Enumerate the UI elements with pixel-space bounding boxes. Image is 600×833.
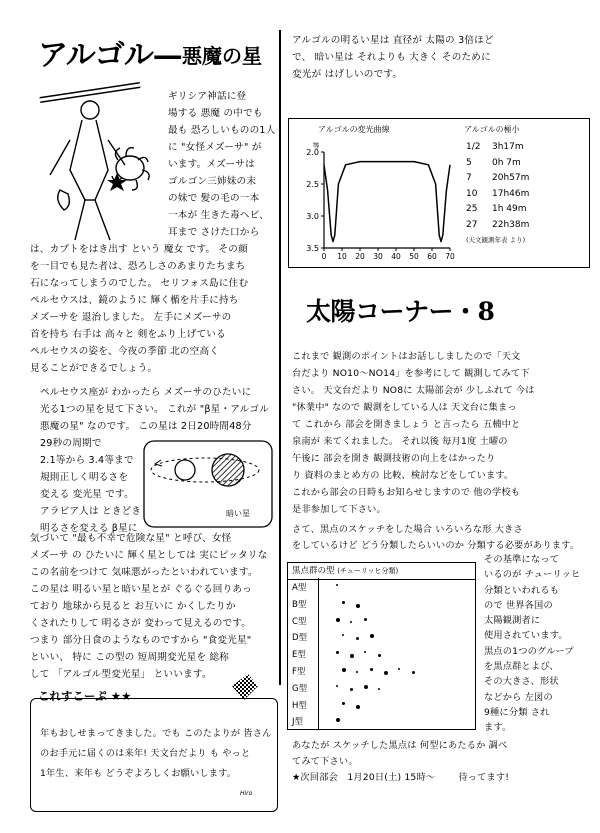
text-line: 台だより NO10〜NO14」を参考にして 観測してみて下 (292, 368, 530, 379)
text-line: 1年生、来年も どうぞよろしくお願いします。 (40, 768, 237, 779)
table-title: 黒点群の型 (292, 566, 335, 576)
text-line: をしているけど どう分類したらいいのか 分類する必要があります。 (292, 540, 580, 551)
text-line: 光る1つの星を見て下さい。 これが "β星・アルゴル (40, 404, 270, 415)
next-meeting: ★次回部会 1月20日(土) 15時〜 (292, 772, 436, 783)
sunspot-type-label: H型 (292, 700, 307, 711)
text-line: 黒点の1つのグループ (484, 645, 574, 657)
text-line: この星は 明るい星と暗い星とが ぐるぐる回りあっ (30, 584, 252, 595)
sunspot-mark (378, 654, 381, 657)
sunspot-type-row (288, 628, 475, 645)
sunspot-mark (342, 601, 345, 604)
x-tick-label: 40 (391, 252, 401, 261)
minima-date: 10 (466, 188, 478, 199)
x-tick-label: 70 (445, 252, 455, 261)
text-line: ペルセウスの姿を、今夜の季節 北の空高く (30, 346, 220, 357)
column-body (40, 724, 272, 784)
sunspot-mark (342, 634, 344, 636)
table-subtitle: (チューリッヒ分類) (337, 567, 399, 575)
text-line: 明るさを変える β星に (40, 523, 138, 534)
sunspot-mark (364, 685, 368, 689)
sunspot-mark (356, 637, 359, 640)
text-line: います。メズーサは (168, 159, 255, 170)
sunspot-mark (336, 718, 340, 722)
text-line: さて、黒点のスケッチをした場合 いろいろな形 大きさ (292, 524, 523, 535)
light-curve-chart (290, 138, 460, 268)
algol-title: アルゴル— (38, 38, 182, 73)
minima-table (466, 140, 529, 249)
light-curve-line (324, 162, 450, 242)
x-tick-label: 60 (427, 252, 437, 261)
eclipse-diagram (143, 440, 273, 528)
text-line: "休業中" なので 観測をしている人は 天文台に集まっ (292, 402, 517, 413)
sunspot-mark (364, 618, 367, 621)
sunspot-mark (336, 651, 339, 654)
minima-date: 7 (466, 173, 472, 183)
sunspot-type-row (288, 645, 475, 662)
text-line: くされたりして 明るさが 変わって見えるのです。 (30, 618, 252, 629)
sunspot-type-row (288, 696, 475, 713)
text-line: して 「アルゴル型変光星」 といいます。 (30, 669, 212, 680)
text-line: 耳まで さけた口から (168, 227, 260, 238)
sun-classification-intro (292, 521, 592, 553)
text-line: 規則正しく明るさを (40, 472, 129, 483)
sunspot-type-label: A型 (292, 583, 307, 593)
text-line: 首を持ち 右手は 高々と 剣をふり上げている (30, 329, 226, 340)
sunspot-mark (384, 671, 388, 675)
minima-time: 17h46m (492, 188, 530, 199)
column-signature: Hiro (240, 790, 253, 797)
text-line: 石になってしまうのでした。 セリフォス島に住む (30, 278, 249, 289)
sunspot-type-label: D型 (292, 633, 308, 644)
waiting-text: 待ってます! (458, 772, 510, 783)
algol-variable-top (40, 384, 269, 435)
text-line: アラビア人は ときどき (40, 506, 142, 517)
text-line: 一本が 生きた毒ヘビ、 (168, 210, 270, 221)
minima-row (466, 218, 529, 234)
text-line: り 資料のまとめ方の 比較、検討などをしています。 (292, 470, 514, 481)
algol-subtitle: 悪魔の星 (182, 44, 262, 68)
minima-time: 3h17m (492, 142, 524, 152)
column-title: これすこーぷ ★★ (38, 689, 132, 703)
x-tick-label: 50 (409, 252, 419, 261)
sun-closing (292, 738, 509, 786)
text-line: これまで 観測のポイントはお話ししましたので「天文 (292, 351, 521, 362)
y-tick-label: 2.0 (306, 148, 319, 157)
sunspot-mark (370, 634, 374, 638)
text-line: 是非参加して下さい。 (292, 504, 386, 515)
sunspot-mark (336, 618, 340, 622)
text-line: あなたが スケッチした黒点は 何型にあたるか 調べ (292, 740, 508, 751)
sunspot-type-row (288, 595, 475, 612)
sunspot-mark (336, 584, 338, 586)
algol-intro-bottom (30, 241, 248, 377)
sun-corner-title: 太陽コーナー・8 (306, 297, 495, 326)
text-line: 太陽観測者に (484, 615, 541, 627)
sunspot-mark (356, 604, 360, 608)
text-line: この名前をつけて 気味悪がったといわれています。 (30, 567, 258, 578)
text-line: ゴルゴン三姉妹の末 (168, 176, 257, 187)
sunspot-mark (350, 654, 354, 658)
zurich-text (484, 552, 580, 736)
text-line: などから 左図の (484, 691, 553, 703)
sunspot-mark (356, 705, 360, 709)
text-line: といい、 特に この型の 短周期変光星を 総称 (30, 652, 230, 663)
minima-row (466, 171, 529, 187)
text-line: 2.1等から 3.4等まで (40, 455, 134, 466)
sunspot-type-label: G型 (292, 683, 308, 694)
minima-row (466, 140, 529, 156)
curve-title: アルゴルの変光曲線 (318, 125, 390, 134)
sunspot-mark (336, 685, 338, 687)
sunspot-mark (350, 621, 352, 623)
minima-time: 22h38m (492, 219, 530, 230)
text-line: ペルセウス座が わかったら メズーサのひたいに (40, 387, 252, 398)
text-line: を一目でも見た者は、恐ろしさのあまりたちまち (30, 261, 246, 272)
text-line: さい。 天文台だより NO8に 太陽部会が 少しふれて 今は (292, 385, 535, 396)
sunspot-table (287, 562, 476, 730)
text-line: 場する 悪魔 の中でも (168, 108, 263, 119)
y-tick-label: 3.5 (306, 244, 319, 253)
x-tick-label: 0 (321, 252, 327, 261)
x-tick-label: 30 (373, 252, 383, 261)
algol-variable-bottom (30, 530, 267, 683)
minima-date: 1/2 (466, 142, 481, 152)
algol-size-text (292, 32, 494, 83)
sunspot-type-row (288, 578, 475, 595)
text-line: 午後に 部会を開き 観測技術の向上をはかったり (292, 453, 496, 464)
minima-row (466, 202, 529, 218)
sunspot-mark (370, 668, 373, 671)
sunspot-type-row (288, 662, 475, 679)
sunspot-mark (398, 668, 400, 670)
text-line: その基準になって (484, 554, 560, 565)
algol-intro-top (168, 88, 276, 241)
column-divider (279, 30, 281, 685)
sunspot-type-label: C型 (292, 616, 307, 627)
minima-time: 0h 7m (492, 157, 521, 168)
text-line: アルゴルの明るい星は 直径が 太陽の 3倍ほど (292, 35, 494, 46)
text-line: 最も 恐ろしいものの1人 (168, 125, 276, 136)
text-line: を黒点群とよび、 (484, 661, 559, 673)
sun-intro (292, 348, 535, 518)
text-line: 使用されています。 (484, 630, 568, 642)
text-line: に "女怪メズーサ" が (168, 142, 262, 153)
text-line: 変光が はげしいのです。 (292, 69, 403, 80)
minima-title: アルゴルの極小 (464, 125, 520, 134)
sunspot-mark (350, 688, 353, 691)
text-line (292, 770, 509, 786)
sunspot-type-row (288, 679, 475, 696)
text-line: は、カブトをはき出す という 魔女 です。 その顔 (30, 244, 248, 255)
text-line: 悪魔の星" なのです。 この星は 2日20時間48分 (40, 421, 252, 432)
text-line: これから部会の日時もお知らせしますので 他の学校も (292, 487, 521, 498)
text-line: て これから 部会を開きましょう と言ったら 五楠中と (292, 419, 521, 430)
text-line: つまり 部分日食のようなものですから "食変光星" (30, 635, 252, 646)
sunspot-type-label: F型 (292, 667, 306, 677)
sunspot-type-row (288, 612, 475, 629)
text-line: ており 地球から見ると お互いに かくしたりか (30, 601, 236, 612)
text-line: 9種に分類 され (484, 706, 550, 718)
text-line: 気づいて "最も不幸で危険な星" と呼び、女怪 (30, 533, 232, 544)
y-tick-label: 2.5 (306, 180, 319, 189)
sunspot-mark (342, 668, 346, 672)
sunspot-type-row (288, 712, 475, 729)
minima-source: (天文観測年表 より) (466, 236, 526, 244)
sunspot-mark (364, 651, 366, 653)
text-line: てみて下さい。 (292, 756, 358, 767)
sunspot-mark (356, 671, 358, 673)
text-line: ペルセウスは、鏡のように 輝く楯を片手に持ち (30, 295, 239, 306)
text-line: ます。 (484, 722, 512, 734)
algol-variable-left (40, 435, 141, 537)
y-tick-label: 3.0 (306, 212, 319, 221)
sunspot-type-label: J型 (292, 717, 304, 728)
text-line: の妹で 髪の毛の一本 (168, 193, 260, 204)
x-tick-label: 10 (337, 252, 347, 261)
minima-row (466, 187, 529, 203)
y-axis-label: 等 (312, 142, 320, 150)
minima-date: 5 (466, 157, 472, 168)
text-line: 見ることができるでしょう。 (30, 363, 158, 374)
sunspot-type-label: E型 (292, 650, 306, 661)
text-line: のお手元に届くのは来年! 天文台だより も やっと (40, 748, 251, 759)
text-line: 泉南が 来てくれました。 それ以後 毎月1度 土曜の (292, 436, 508, 447)
minima-time: 20h57m (492, 173, 530, 183)
text-line: メズーサを 退治しました。 左手にメズーサの (30, 312, 232, 323)
text-line: 変える 変光星 です。 (40, 489, 134, 500)
text-line: その大きさ、形状 (484, 676, 559, 688)
text-line: で、 暗い星は それよりも 大きく そのために (292, 52, 491, 63)
dark-star-label: 暗い星 (226, 509, 250, 518)
minima-time: 1h 49m (492, 204, 527, 214)
text-line: 年もおしせまってきました。でも このたよりが 皆さん (40, 728, 272, 739)
sunspot-mark (412, 671, 415, 674)
text-line: ので 世界各国の (484, 599, 553, 611)
minima-row (466, 156, 529, 172)
sunspot-mark (378, 688, 380, 690)
minima-date: 25 (466, 204, 478, 214)
text-line: ギリシア神話に登 (168, 91, 247, 102)
minima-date: 27 (466, 219, 478, 230)
medusa-illustration (30, 80, 155, 245)
sunspot-mark (342, 702, 345, 705)
text-line: メズーサ の ひたいに 輝く星としては 実にピッタリな (30, 550, 268, 561)
x-tick-label: 20 (355, 252, 365, 261)
text-line: 分類といわれるも (484, 584, 560, 596)
text-line: 29秒の周期で (40, 438, 102, 449)
sunspot-type-label: B型 (292, 599, 307, 610)
text-line: いるのが チューリッヒ (484, 569, 581, 581)
